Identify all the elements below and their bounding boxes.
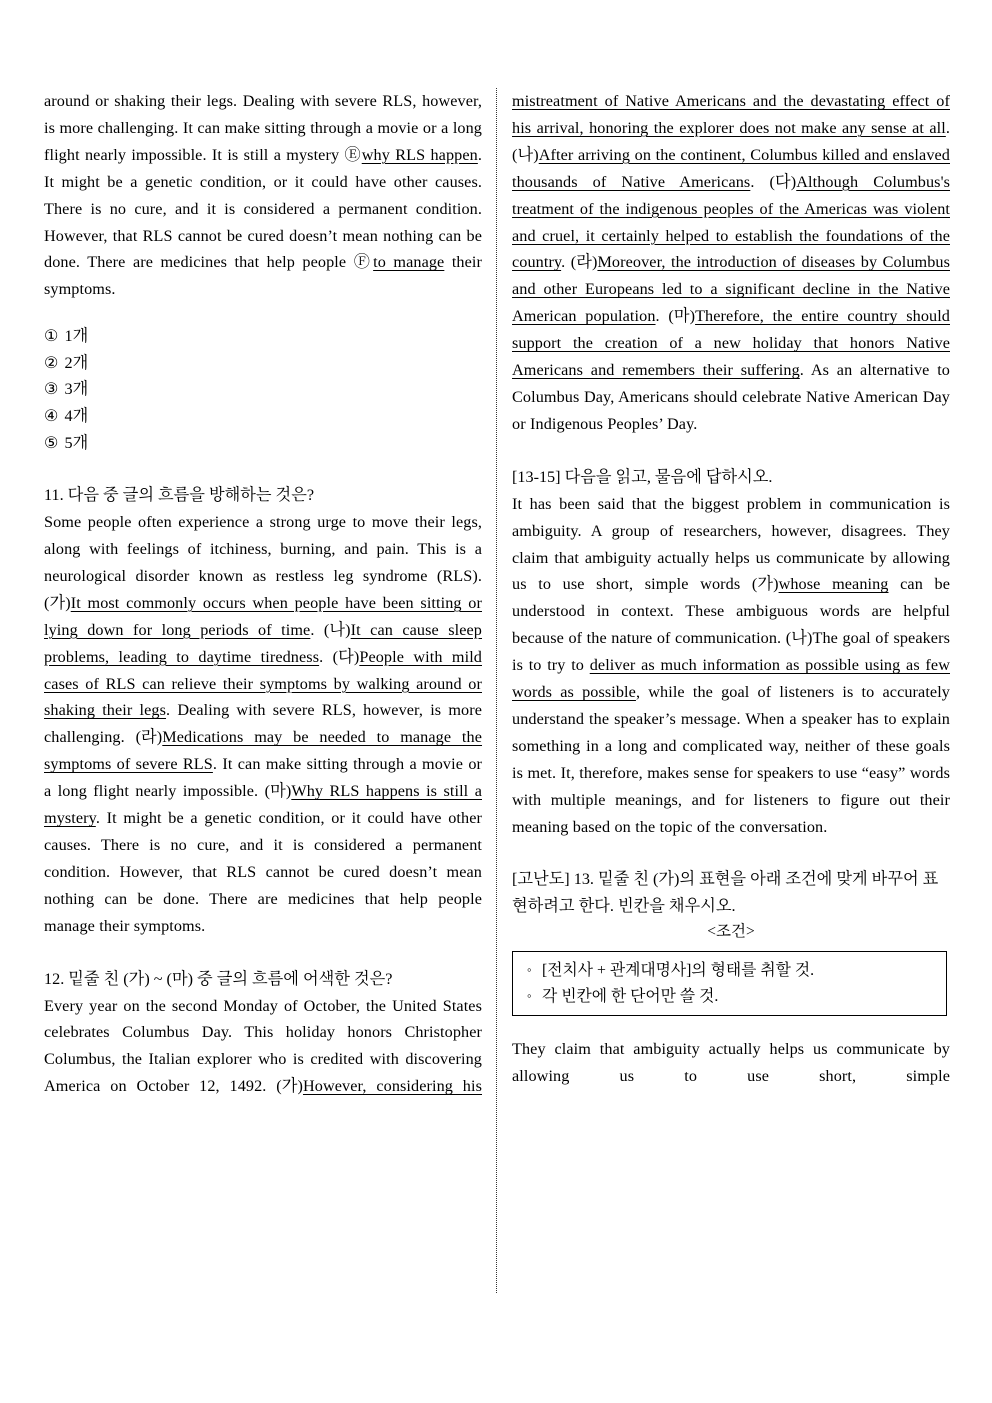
question-12-passage-start [44, 993, 482, 1128]
marker-ga: (가) [44, 593, 71, 612]
marker-na: (나) [785, 629, 813, 648]
underlined-segment-ra: Medications may be needed to manage the symptoms of severe RLS [44, 728, 483, 774]
choice-number: ① [44, 327, 59, 346]
marker-ma: (마) [668, 307, 696, 326]
marker-da: (다) [769, 172, 797, 191]
set-text-4: , while the goal of listeners is to accurately understand the speaker’s message. When a speaker has to explain something in a long and complicated way, neither of these goals is met. It, therefore, makes sense for speakers to use “easy” words with multiple meanings, and for listeners to figure out their meaning based on the topic of the conversation. [512, 683, 950, 836]
choice-label: 4개 [64, 407, 89, 426]
marker-ga: (가) [751, 575, 779, 594]
right-column [512, 88, 950, 1117]
choice-option[interactable] [44, 376, 482, 403]
q12-text-3: . [561, 253, 571, 272]
choice-label: 2개 [64, 353, 89, 372]
choice-label: 5개 [64, 433, 89, 452]
circled-marker-f: Ⓕ [353, 253, 374, 272]
underlined-phrase-e: why RLS happen [361, 145, 478, 164]
answer-choices-q10 [44, 323, 482, 456]
passage-text-part2: . It might be a genetic condition, or it could have other causes. There is no cure, and it is considered a permanent condition. However, that RLS cannot be cured doesn’t mean nothing can be done. There are medicines that help people [44, 145, 482, 272]
question-13-answer-passage: They claim that ambiguity actually helps us communicate by allowing us to use short, simple [512, 1040, 950, 1086]
question-13-heading: [고난도] 13. 밑줄 친 (가)의 표현을 아래 조건에 맞게 바꾸어 표현하려고 한다. 빈칸을 채우시오. [512, 870, 939, 916]
choice-number: ② [44, 353, 59, 372]
q11-text-1: Some people often experience a strong urge to move their legs, along with feelings of itchiness, burning, and pain. This is a neurological disorder known as restless leg syndrome (RLS). [44, 513, 482, 585]
q12-text-4: . [655, 307, 669, 326]
marker-da: (다) [332, 647, 360, 666]
choice-number: ④ [44, 407, 59, 426]
passage-text-part1: around or shaking their legs. Dealing with severe RLS, however, is more challenging. It can make sitting through a movie or a long flight nearly impossible. It is still a mystery [44, 92, 482, 164]
set-13-15-heading: [13-15] 다음을 읽고, 물음에 답하시오. [512, 467, 773, 486]
set-text-2: can be understood in context. These ambiguous words are helpful because of the nature of communication. [512, 575, 951, 648]
passage-text-part3: their symptoms. [44, 253, 482, 299]
marker-na: (나) [512, 145, 539, 164]
question-12-heading: 12. 밑줄 친 (가) ~ (마) 중 글의 흐름에 어색한 것은? [44, 969, 393, 988]
condition-item [527, 957, 936, 983]
spacer [44, 456, 482, 482]
q12-text-1: . [945, 118, 950, 137]
marker-ra: (라) [570, 253, 598, 272]
set-13-15-passage [512, 491, 950, 841]
underlined-segment-da: People with mild cases of RLS can relieve their symptoms by walking around or shaking their legs [44, 647, 482, 720]
condition-title: <조건> [707, 923, 755, 941]
underlined-segment-da: Although Columbus's treatment of the indigenous peoples of the Americas was violent and cruel, it certainly helped to establish the foundations of the country [512, 172, 951, 272]
spacer [512, 1016, 950, 1036]
q11-text-3: . [319, 647, 333, 666]
choice-label: 1개 [64, 327, 89, 346]
bullet-icon: ◦ [527, 988, 532, 1004]
underlined-segment-ga-rest: mistreatment of Native Americans and the devastating effect of his arrival, honoring the explorer does not make any sense at all [512, 92, 950, 137]
choice-option[interactable] [44, 430, 482, 457]
q12-text-2: . [750, 172, 770, 191]
underlined-segment-ga: It most commonly occurs when people have been sitting or lying down for long periods of time [44, 593, 482, 639]
marker-ma: (마) [264, 782, 292, 801]
underlined-segment-na: It can cause sleep problems, leading to daytime tiredness [44, 620, 483, 666]
bullet-icon: ◦ [527, 962, 532, 978]
condition-item [527, 983, 936, 1009]
q11-text-4: . Dealing with severe RLS, however, is more challenging. [44, 701, 483, 747]
spacer [44, 940, 482, 966]
underlined-segment-ma: Therefore, the entire country should support the creation of a new holiday that honors Native Americans and remembers their suffering [512, 307, 950, 380]
spacer [44, 303, 482, 323]
choice-option[interactable] [44, 350, 482, 377]
marker-na: (나) [323, 620, 351, 639]
choice-option[interactable] [44, 403, 482, 430]
choice-number: ⑤ [44, 433, 59, 452]
underlined-segment-ma: Why RLS happens is still a mystery [44, 782, 482, 828]
q11-text-2: . [310, 620, 324, 639]
question-12-passage-continued [512, 88, 950, 438]
underlined-segment-na: After arriving on the continent, Columbus killed and enslaved thousands of Native Americans [512, 145, 950, 191]
underlined-segment-ga: whose meaning [778, 575, 889, 594]
underlined-segment-ra: Moreover, the introduction of diseases by Columbus and other Europeans led to a significant decline in the Native American population [512, 253, 950, 326]
q11-text-6: . It might be a genetic condition, or it could have other causes. There is no cure, and it is considered a permanent condition. However, that RLS cannot be cured doesn’t mean nothing can be done. There are medicines that help people manage their symptoms. [44, 809, 482, 935]
left-column [44, 88, 482, 1127]
marker-ra: (라) [135, 728, 163, 747]
underlined-segment-ga-start: However, considering his [302, 1077, 482, 1096]
set-text-1: It has been said that the biggest problem in communication is ambiguity. A group of researchers, however, disagrees. They claim that ambiguity actually helps us communicate by allowing us to use short, simple words [512, 494, 950, 594]
set-text-3: The goal of speakers is to try to [512, 629, 950, 675]
q12-text-5: . As an alternative to Columbus Day, Americans should celebrate Native American Day or Indigenous Peoples’ Day. [512, 361, 950, 433]
question-11-passage [44, 509, 482, 940]
condition-box [512, 951, 947, 1016]
spacer [512, 438, 950, 464]
choice-label: 3개 [64, 380, 89, 399]
q11-text-5: . It can make sitting through a movie or a long flight nearly impossible. [44, 755, 483, 801]
question-11-heading: 11. 다음 중 글의 흐름을 방해하는 것은? [44, 486, 315, 505]
passage-continued [44, 88, 482, 303]
spacer [512, 840, 950, 866]
choice-option[interactable] [44, 323, 482, 350]
circled-marker-e: Ⓔ [344, 145, 362, 164]
condition-text: 각 빈칸에 한 단어만 쓸 것. [542, 988, 719, 1006]
column-divider [496, 88, 497, 1293]
q12-text-1: Every year on the second Monday of October, the United States celebrates Columbus Day. This holiday honors Christopher Columbus, the Italian explorer who is credited with discovering America on October 12, 1492. [44, 996, 482, 1096]
condition-text: [전치사 + 관계대명사]의 형태를 취할 것. [542, 962, 815, 980]
underlined-phrase-f: to manage [373, 253, 445, 272]
choice-number: ③ [44, 380, 59, 399]
underlined-segment-na: deliver as much information as possible using as few words as possible [512, 656, 950, 702]
marker-ga: (가) [276, 1077, 303, 1096]
